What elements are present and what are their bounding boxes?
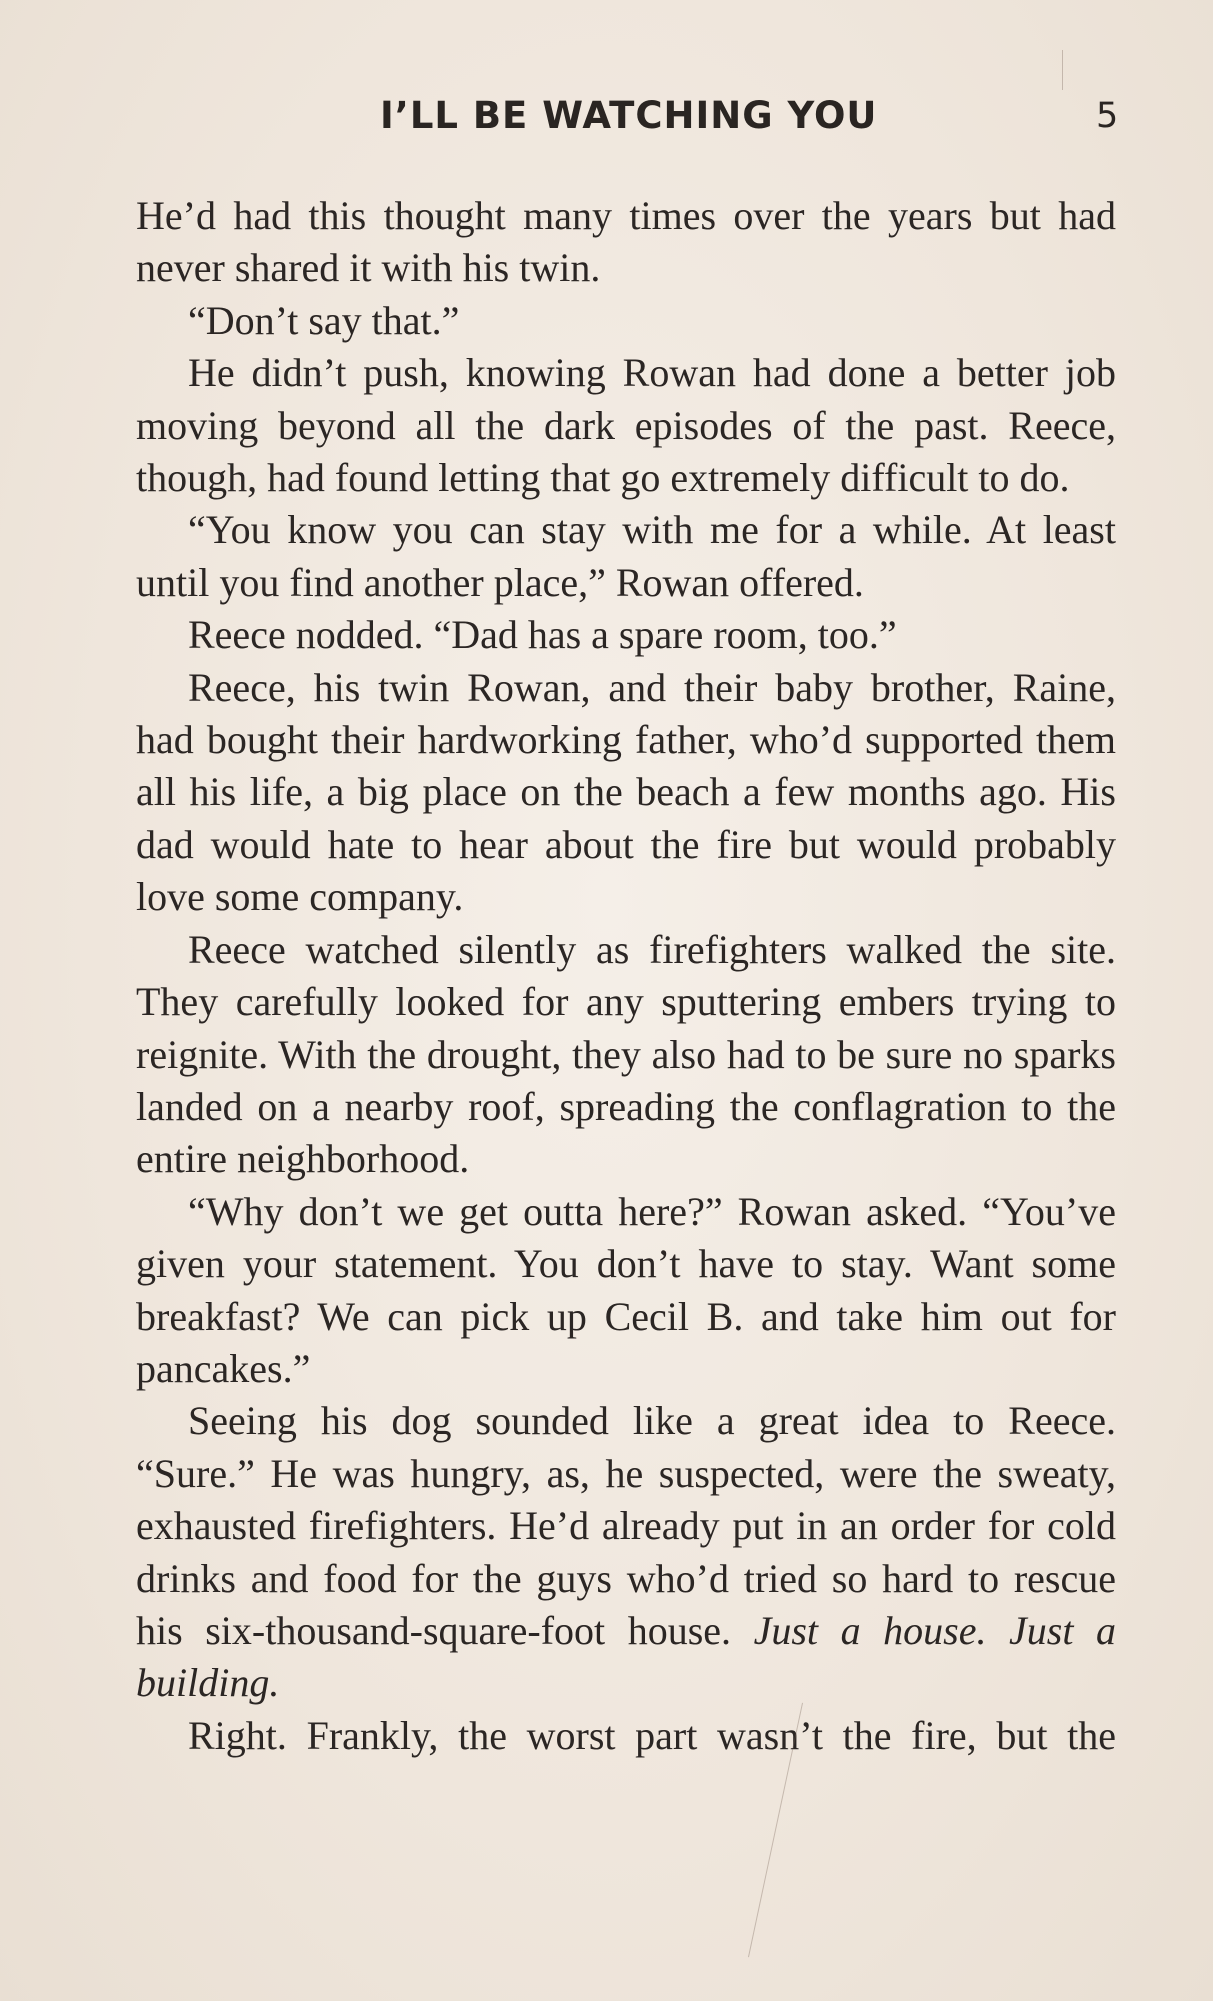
page-number: 5 bbox=[1096, 96, 1119, 136]
paragraph-7: Reece watched silently as firefighters walked the site. They carefully looked for any sputtering embers trying to reignite. With the drought, they also had to be sure no sparks landed on a nearby roof, spreading the conflagration to the entire neighborhood. bbox=[136, 926, 1116, 1182]
page-crease bbox=[1062, 50, 1063, 90]
paragraph-10: Right. Frankly, the worst part wasn’t the fire, but the bbox=[188, 1712, 1116, 1758]
paragraph-9-text: Seeing his dog sounded like a great idea to Reece. “Sure.” He was hungry, as, he suspected, were the sweaty, exhausted firefighters. He’d already put in an order for cold drinks and food for the guys who’d tried so hard to rescue his six-thousand-square-foot house. bbox=[136, 1398, 1116, 1653]
paragraph-3: He didn’t push, knowing Rowan had done a better job moving beyond all the dark episodes of the past. Reece, though, had found letting that go extremely difficult to do. bbox=[136, 350, 1116, 501]
paragraph-1: He’d had this thought many times over the years but had never shared it with his twin. bbox=[136, 193, 1116, 291]
running-head bbox=[0, 94, 1213, 144]
running-title: I’LL BE WATCHING YOU bbox=[380, 94, 878, 137]
body-text bbox=[136, 190, 1116, 1762]
paragraph-5: Reece nodded. “Dad has a spare room, too.” bbox=[188, 612, 897, 658]
paragraph-6: Reece, his twin Rowan, and their baby brother, Raine, had bought their hardworking father, who’d supported them all his life, a big place on the beach a few months ago. His dad would hate to hear about the fire but would probably love some company. bbox=[136, 664, 1116, 920]
paragraph-8: “Why don’t we get outta here?” Rowan asked. “You’ve given your statement. You don’t have to stay. Want some breakfast? We can pick up Cecil B. and take him out for pancakes.” bbox=[136, 1188, 1116, 1391]
paragraph-9 bbox=[136, 1395, 1116, 1709]
paragraph-4: “You know you can stay with me for a while. At least until you find another place,” Rowan offered. bbox=[136, 507, 1116, 605]
paragraph-2: “Don’t say that.” bbox=[188, 297, 460, 343]
italic-thought: Just a house. Just a building. bbox=[136, 1607, 1117, 1706]
